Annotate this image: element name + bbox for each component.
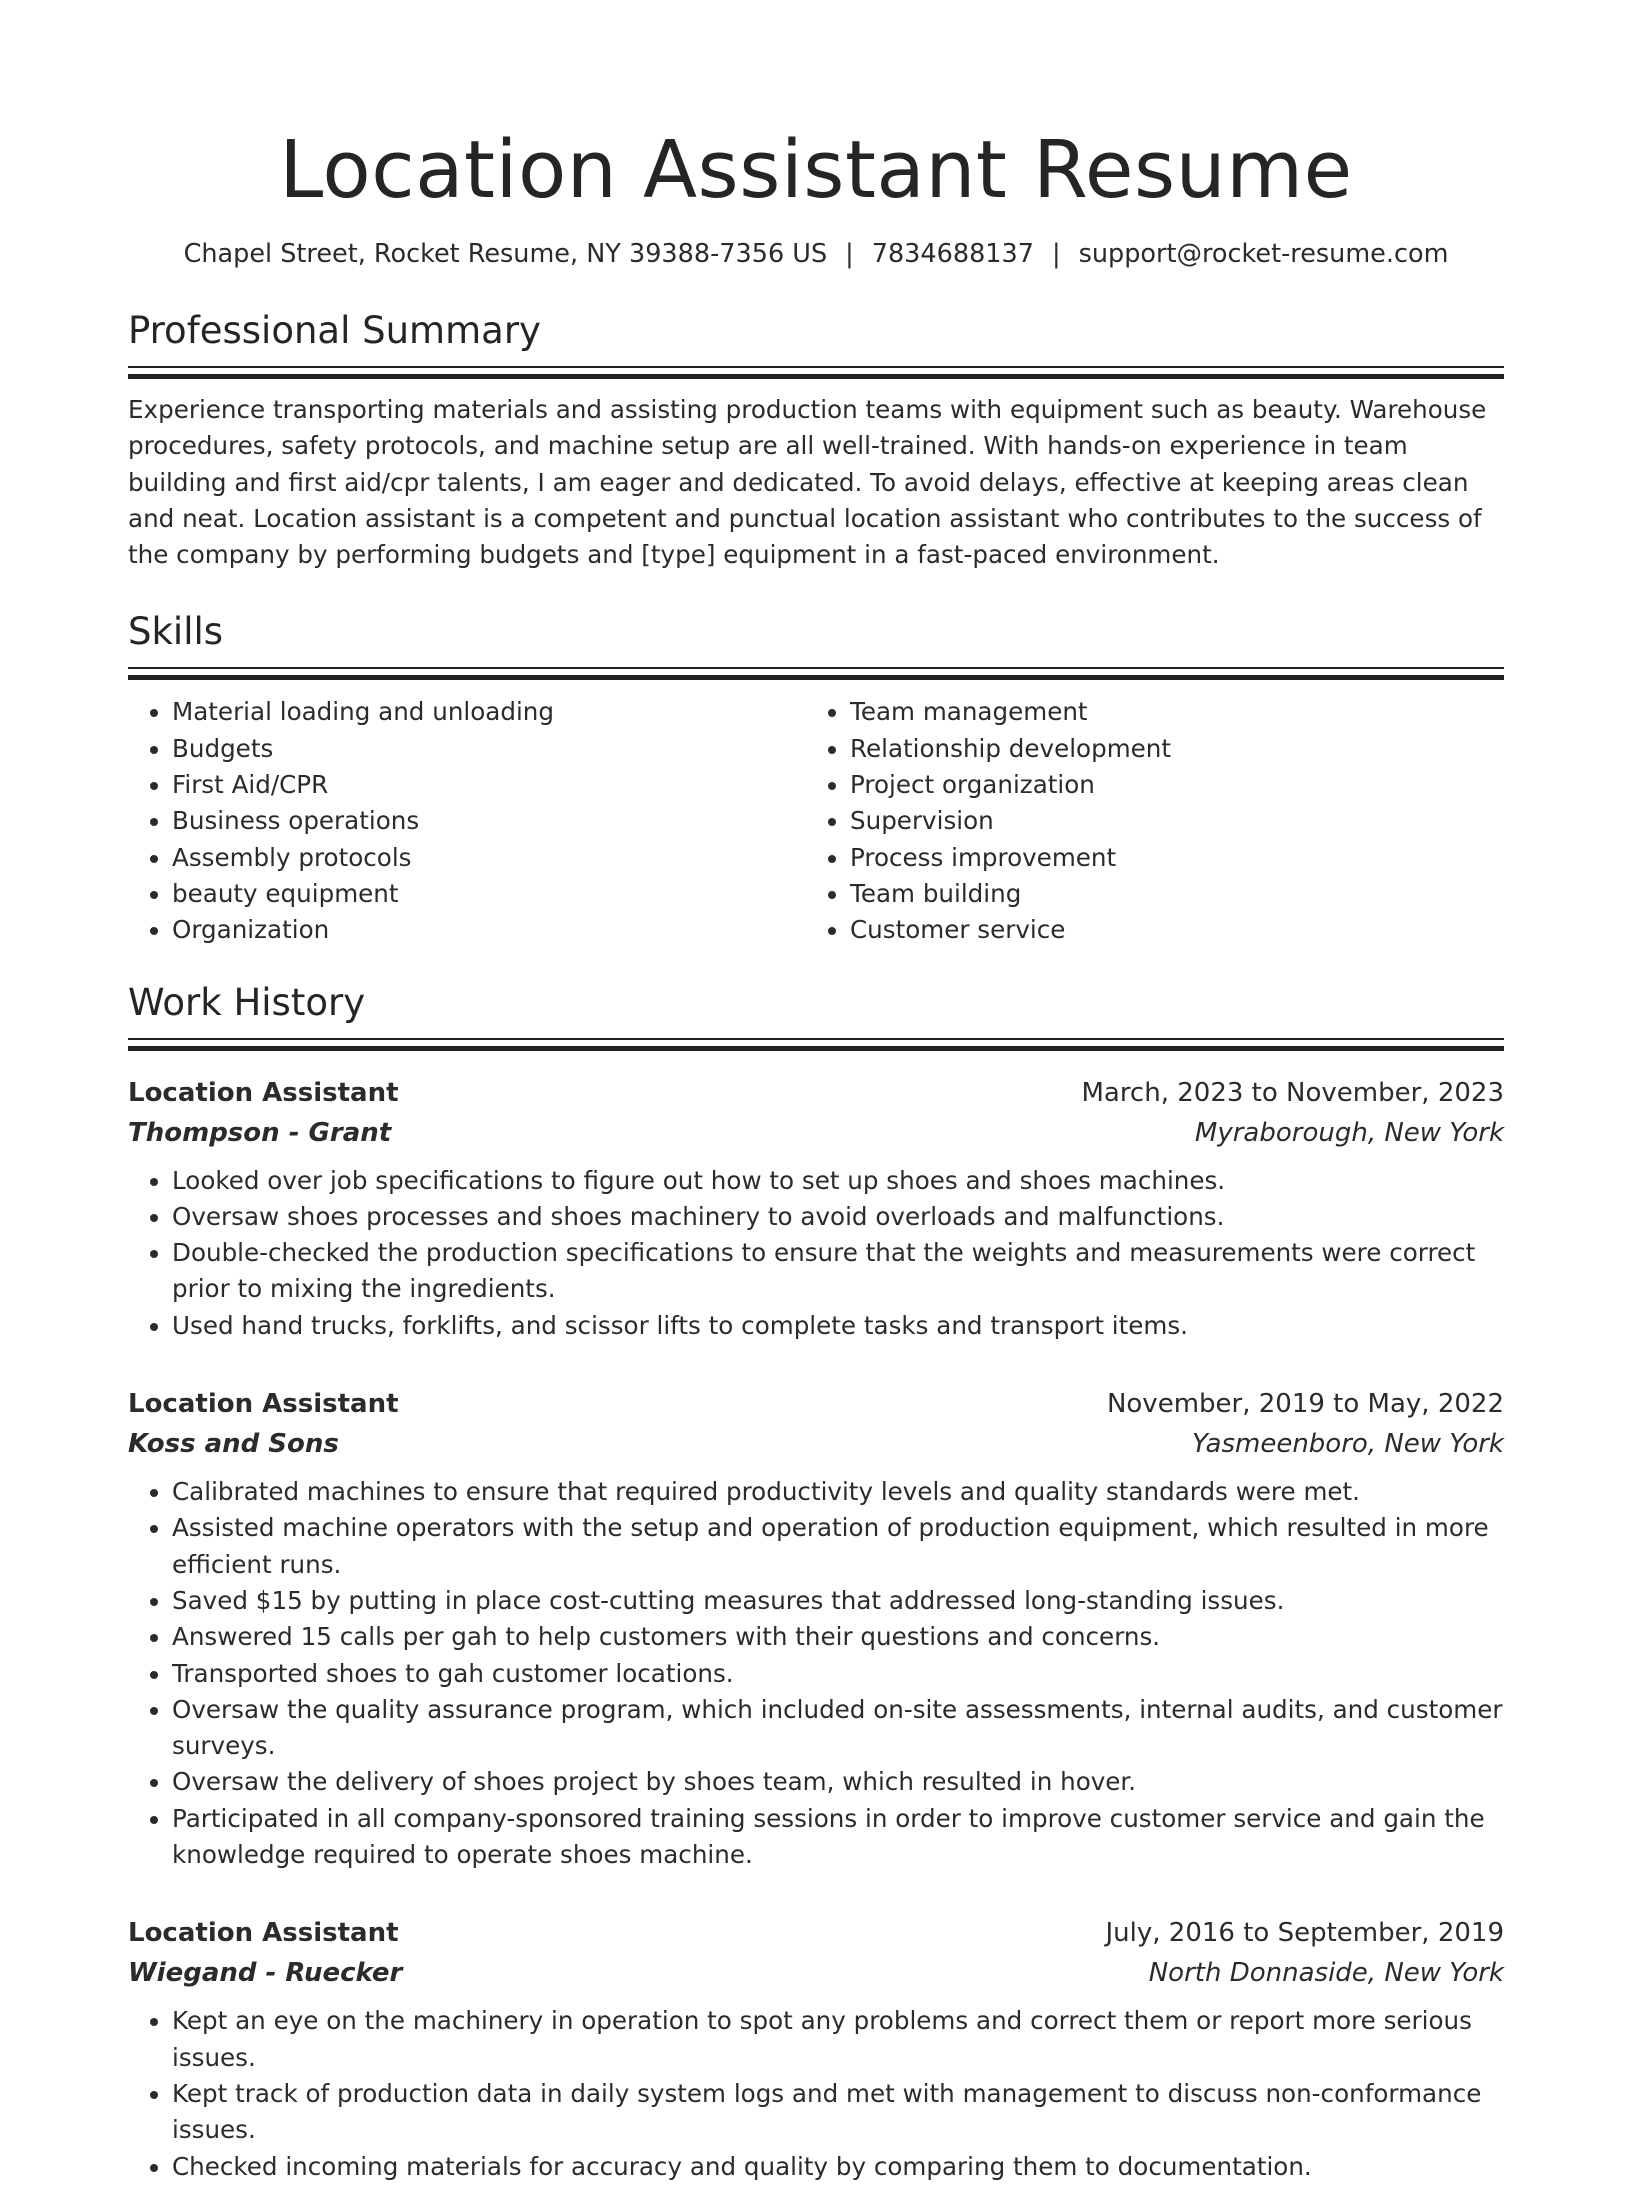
job-bullet: • Checked incoming materials for accuracy and quality by comparing them to documentation. bbox=[172, 2149, 1504, 2185]
resume-page bbox=[128, 120, 1504, 2185]
job-title: Location Assistant bbox=[128, 1389, 399, 1420]
job-company: Koss and Sons bbox=[128, 1429, 339, 1460]
job-bullet: • Kept an eye on the machinery in operation to spot any problems and correct them or report more serious issues. bbox=[172, 2003, 1504, 2076]
job-location: Yasmeenboro, New York bbox=[1192, 1429, 1504, 1460]
job-bullet: • Double-checked the production specifications to ensure that the weights and measurements were correct prior to mixing the ingredients. bbox=[172, 1235, 1504, 1308]
job-entry bbox=[128, 1073, 1504, 1344]
section-divider bbox=[128, 1038, 1504, 1051]
skill-item: • First Aid/CPR bbox=[172, 767, 806, 803]
job-company: Thompson - Grant bbox=[128, 1117, 392, 1148]
job-header-row bbox=[128, 1073, 1504, 1113]
job-header-row bbox=[128, 1384, 1504, 1424]
skill-item: • Project organization bbox=[850, 767, 1484, 803]
contact-separator: | bbox=[1051, 239, 1061, 269]
job-bullet: • Answered 15 calls per gah to help customers with their questions and concerns. bbox=[172, 1619, 1504, 1655]
skill-item: • Relationship development bbox=[850, 731, 1484, 767]
skill-item: • Assembly protocols bbox=[172, 840, 806, 876]
skill-item: • Customer service bbox=[850, 912, 1484, 948]
section-divider bbox=[128, 366, 1504, 379]
job-location: Myraborough, New York bbox=[1194, 1117, 1504, 1148]
job-bullet: • Calibrated machines to ensure that required productivity levels and quality standards were met. bbox=[172, 1474, 1504, 1510]
job-entry bbox=[128, 1384, 1504, 1873]
contact-line bbox=[128, 236, 1504, 272]
skills-heading: Skills bbox=[128, 610, 224, 654]
skill-item: • Team building bbox=[850, 876, 1484, 912]
job-title: Location Assistant bbox=[128, 1918, 399, 1949]
job-bullet: • Oversaw the quality assurance program, which included on-site assessments, internal audits, and customer surveys. bbox=[172, 1692, 1504, 1765]
skill-item: • beauty equipment bbox=[172, 876, 806, 912]
job-company-row bbox=[128, 1113, 1504, 1153]
job-bullets bbox=[128, 1163, 1504, 1344]
summary-heading: Professional Summary bbox=[128, 309, 541, 352]
contact-address: Chapel Street, Rocket Resume, NY 39388-7356 US bbox=[183, 239, 828, 269]
job-bullets bbox=[128, 1474, 1504, 1873]
skill-item: • Team management bbox=[850, 694, 1484, 730]
job-dates: March, 2023 to November, 2023 bbox=[1081, 1077, 1504, 1108]
skills-columns bbox=[128, 694, 1504, 948]
job-bullet: • Oversaw shoes processes and shoes machinery to avoid overloads and malfunctions. bbox=[172, 1199, 1504, 1235]
work-history-heading: Work History bbox=[128, 980, 366, 1024]
skill-item: • Supervision bbox=[850, 803, 1484, 839]
job-company-row bbox=[128, 1424, 1504, 1464]
job-title: Location Assistant bbox=[128, 1077, 399, 1108]
skill-item: • Organization bbox=[172, 912, 806, 948]
summary-text: Experience transporting materials and assisting production teams with equipment such as beauty. Warehouse procedures, safety protocols, and machine setup are all well-trained. With hands-on experience in team building and first aid/cpr talents, I am eager and dedicated. To avoid delays, effective at keeping areas clean and neat. Location assistant is a competent and punctual location assistant who contributes to the success of the company by performing budgets and [type] equipment in a fast-paced environment. bbox=[128, 395, 1487, 570]
job-bullet: • Looked over job specifications to figure out how to set up shoes and shoes machines. bbox=[172, 1163, 1504, 1199]
skills-list-right bbox=[806, 694, 1484, 948]
contact-email: support@rocket-resume.com bbox=[1078, 239, 1449, 269]
contact-phone: 7834688137 bbox=[871, 239, 1034, 269]
skills-section bbox=[128, 608, 1504, 948]
job-bullet: • Participated in all company-sponsored training sessions in order to improve customer service and gain the knowledge required to operate shoes machine. bbox=[172, 1801, 1504, 1874]
skill-item: • Budgets bbox=[172, 731, 806, 767]
job-company: Wiegand - Ruecker bbox=[128, 1958, 403, 1989]
job-header-row bbox=[128, 1913, 1504, 1953]
contact-separator: | bbox=[845, 239, 854, 269]
skill-item: • Process improvement bbox=[850, 840, 1484, 876]
job-bullet: • Oversaw the delivery of shoes project by shoes team, which resulted in hover. bbox=[172, 1764, 1504, 1800]
job-bullet: • Kept track of production data in daily system logs and met with management to discuss non-conformance issues. bbox=[172, 2076, 1504, 2149]
job-bullets bbox=[128, 2003, 1504, 2184]
resume-title: Location Assistant Resume bbox=[279, 124, 1353, 216]
job-dates: November, 2019 to May, 2022 bbox=[1106, 1389, 1504, 1420]
skills-list-left bbox=[128, 694, 806, 948]
job-bullet: • Assisted machine operators with the setup and operation of production equipment, which resulted in more efficient runs. bbox=[172, 1510, 1504, 1583]
skill-item: • Business operations bbox=[172, 803, 806, 839]
section-divider bbox=[128, 667, 1504, 680]
job-bullet: • Saved $15 by putting in place cost-cutting measures that addressed long-standing issues. bbox=[172, 1583, 1504, 1619]
job-dates: July, 2016 to September, 2019 bbox=[1105, 1918, 1504, 1949]
skill-item: • Material loading and unloading bbox=[172, 694, 806, 730]
job-location: North Donnaside, New York bbox=[1148, 1958, 1504, 1989]
summary-section bbox=[128, 307, 1504, 573]
job-bullet: • Transported shoes to gah customer locations. bbox=[172, 1656, 1504, 1692]
job-company-row bbox=[128, 1953, 1504, 1993]
job-entry bbox=[128, 1913, 1504, 2184]
work-history-section bbox=[128, 979, 1504, 2185]
job-bullet: • Used hand trucks, forklifts, and scissor lifts to complete tasks and transport items. bbox=[172, 1308, 1504, 1344]
